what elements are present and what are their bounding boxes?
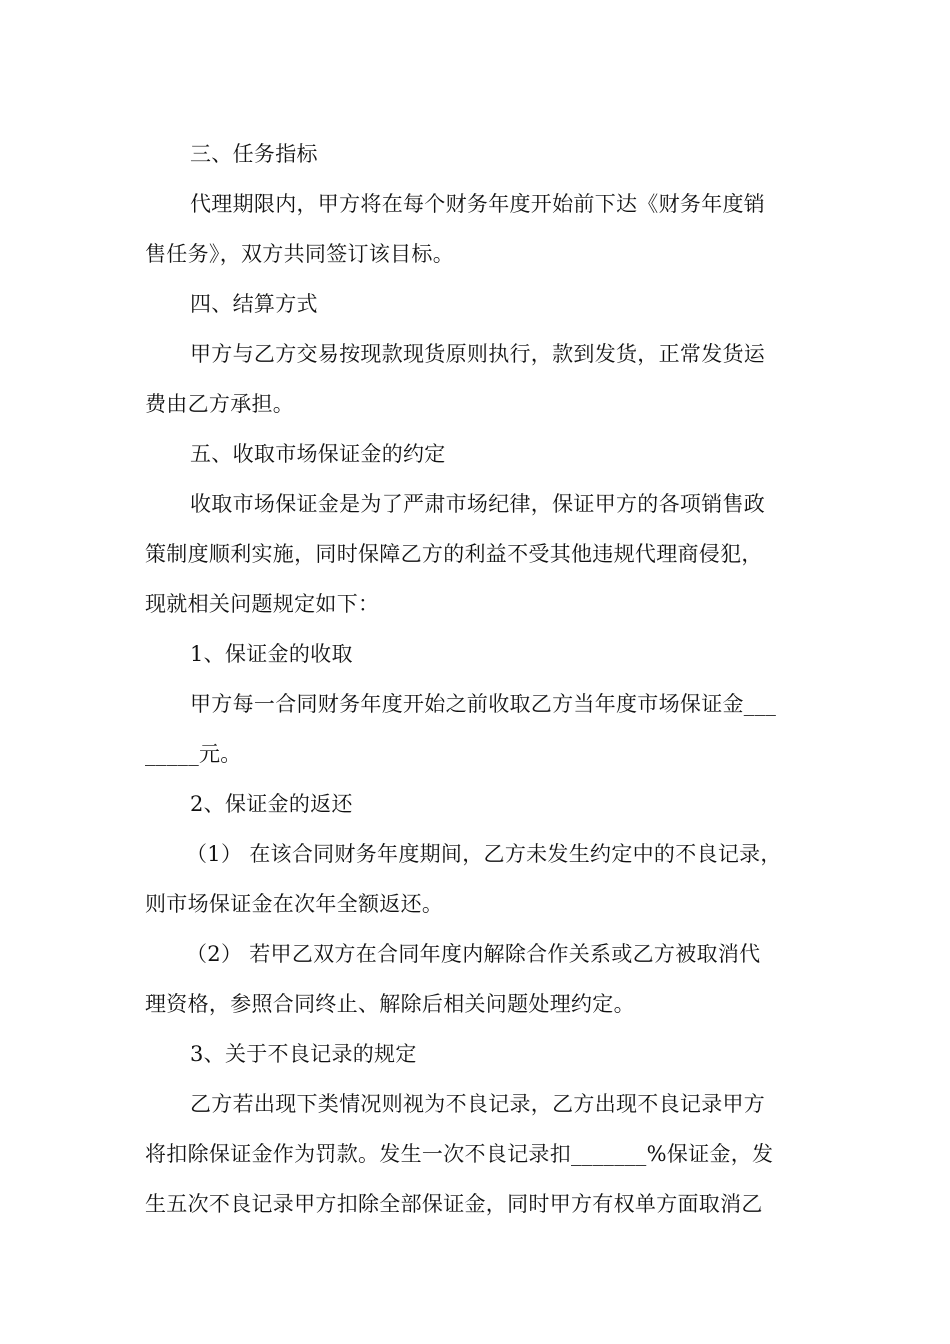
paragraph-line: _____元。: [145, 742, 242, 766]
paragraph-line: 售任务》，双方共同签订该目标。: [145, 242, 454, 266]
paragraph-line: 将扣除保证金作为罚款。发生一次不良记录扣_______%保证金，发: [145, 1142, 774, 1166]
section-heading-task-targets: 三、任务指标: [190, 142, 318, 166]
section-heading-settlement: 四、结算方式: [190, 292, 318, 316]
paragraph-line: 收取市场保证金是为了严肃市场纪律，保证甲方的各项销售政: [190, 492, 766, 516]
subsection-heading-collection: 1、保证金的收取: [190, 642, 353, 666]
paragraph-line: 策制度顺利实施，同时保障乙方的利益不受其他违规代理商侵犯，: [145, 542, 763, 566]
paragraph-line: （1） 在该合同财务年度期间，乙方未发生约定中的不良记录，: [186, 842, 782, 866]
section-heading-deposit: 五、收取市场保证金的约定: [190, 442, 446, 466]
paragraph-line: 甲方与乙方交易按现款现货原则执行，款到发货，正常发货运: [190, 342, 766, 366]
paragraph-line: 现就相关问题规定如下：: [145, 592, 380, 616]
subsection-heading-bad-records: 3、关于不良记录的规定: [190, 1042, 417, 1066]
paragraph-line: 甲方每一合同财务年度开始之前收取乙方当年度市场保证金___: [190, 692, 777, 716]
paragraph-line: 生五次不良记录甲方扣除全部保证金，同时甲方有权单方面取消乙: [145, 1192, 763, 1216]
subsection-heading-refund: 2、保证金的返还: [190, 792, 353, 816]
paragraph-line: 费由乙方承担。: [145, 392, 295, 416]
paragraph-line: （2） 若甲乙双方在合同年度内解除合作关系或乙方被取消代: [186, 942, 761, 966]
paragraph-line: 乙方若出现下类情况则视为不良记录，乙方出现不良记录甲方: [190, 1092, 766, 1116]
paragraph-line: 代理期限内，甲方将在每个财务年度开始前下达《财务年度销: [190, 192, 766, 216]
paragraph-line: 则市场保证金在次年全额返还。: [145, 892, 444, 916]
paragraph-line: 理资格，参照合同终止、解除后相关问题处理约定。: [145, 992, 635, 1016]
